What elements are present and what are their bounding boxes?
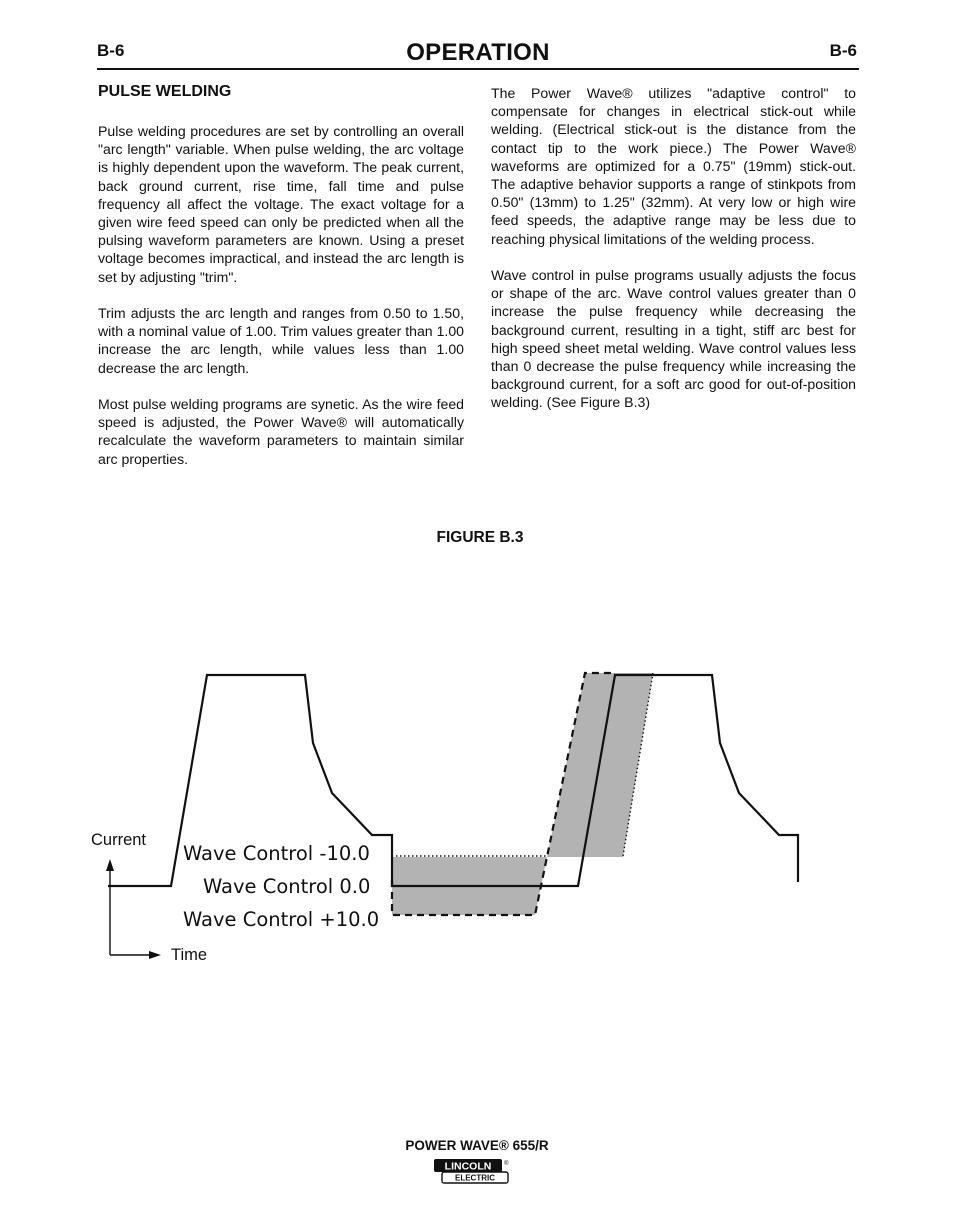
right-column (491, 84, 856, 430)
page-number-right: B-6 (829, 41, 857, 60)
paragraph: Pulse welding procedures are set by controlling an overall "arc length" variable. When pulse welding, the arc voltage is highly dependent upon the waveform. The peak current, back ground current, rise time, fall time and pulse frequency all affect the voltage. The exact voltage for a given wire feed speed can only be predicted when all the pulsing waveform parameters are known. Using a preset voltage becomes impractical, and instead the arc length is set by adjusting "trim". (98, 123, 464, 285)
lincoln-electric-logo (434, 1159, 510, 1184)
svg-text:ELECTRIC: ELECTRIC (455, 1173, 495, 1183)
svg-text:LINCOLN: LINCOLN (444, 1160, 492, 1173)
section-title: OPERATION (406, 39, 550, 66)
section-heading: PULSE WELDING (98, 83, 232, 100)
time-axis-arrow (149, 951, 161, 959)
paragraph: Most pulse welding programs are synetic. As the wire feed speed is adjusted, the Power Wave® will automatically recalculate the waveform parameters to maintain similar arc properties. (98, 396, 464, 467)
axis-label-current: Current (91, 831, 147, 849)
page-number-left: B-6 (97, 41, 125, 60)
figure-caption: FIGURE B.3 (436, 529, 524, 546)
paragraph: The Power Wave® utilizes "adaptive control" to compensate for changes in electrical stick-out while welding. (Electrical stick-out is the distance from the contact tip to the work piece.) The Power Wave® waveforms are optimized for a 0.75" (19mm) stick-out. The adaptive behavior supports a range of stinkpots from 0.50" (13mm) to 1.25" (32mm). At very low or high wire feed speeds, the adaptive range may be less due to reaching physical limitations of the welding process. (491, 85, 856, 247)
legend-wave-control-plus-10: Wave Control +10.0 (183, 908, 380, 931)
page-header (97, 38, 859, 70)
paragraph: Wave control in pulse programs usually adjusts the focus or shape of the arc. Wave control values greater than 0 increase the pulse frequency while decreasing the background current, resulting in a tight, stiff arc best for high speed sheet metal welding. Wave control values less than 0 decrease the pulse frequency while increasing the background current, for a soft arc good for out-of-position welding. (See Figure B.3) (491, 267, 856, 411)
current-axis-arrow (106, 859, 114, 871)
legend-wave-control-0: Wave Control 0.0 (203, 875, 371, 898)
left-column (98, 82, 464, 486)
legend-wave-control-minus-10: Wave Control -10.0 (183, 842, 370, 865)
paragraph: Trim adjusts the arc length and ranges from 0.50 to 1.50, with a nominal value of 1.00. Trim values greater than 1.00 increase the arc length, while values less than 1.00 decrease the arc length. (98, 305, 464, 376)
svg-text:®: ® (504, 1161, 509, 1167)
pulse-waveform-figure (80, 655, 820, 975)
axis-label-time: Time (171, 946, 208, 964)
footer-product-name: POWER WAVE® 655/R (405, 1138, 549, 1153)
